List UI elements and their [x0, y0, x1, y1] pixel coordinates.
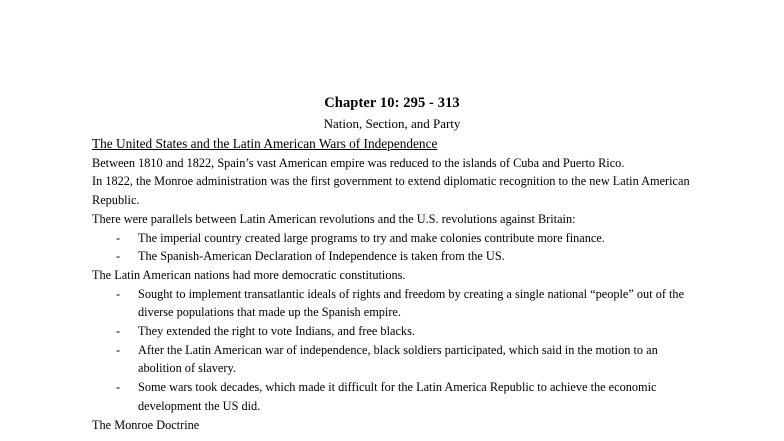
list-item-text: Some wars took decades, which made it difficult for the Latin America Republic to achieve the economic development the US did. [138, 380, 657, 413]
document-body [92, 135, 692, 434]
bullet-marker: - [116, 230, 121, 245]
list-item-text: Sought to implement transatlantic ideals of rights and freedom by creating a single national “people” out of the diverse populations that made up the Spanish empire. [138, 286, 685, 320]
list-item [92, 247, 692, 266]
bullet-marker: - [116, 342, 121, 357]
constitutions-list [92, 285, 692, 416]
chapter-title: Chapter 10: 295 - 313 [324, 95, 460, 111]
next-section-heading: The Monroe Doctrine [92, 417, 200, 432]
list-item-text: After the Latin American war of independence, black soldiers participated, which said in the motion to an abolition of slavery. [138, 342, 658, 376]
bullet-marker: - [116, 249, 121, 264]
paragraph: Between 1810 and 1822, Spain’s vast American empire was reduced to the islands of Cuba and Puerto Rico. [92, 155, 625, 170]
list-item [92, 341, 692, 378]
list-item [92, 378, 692, 415]
paragraph: The Latin American nations had more democratic constitutions. [92, 267, 406, 282]
parallels-list [92, 229, 692, 266]
bullet-marker: - [116, 380, 121, 395]
list-item-text: The Spanish-American Declaration of Independence is taken from the US. [138, 249, 505, 264]
list-item-text: The imperial country created large programs to try and make colonies contribute more finance. [138, 230, 605, 245]
paragraph: In 1822, the Monroe administration was the first government to extend diplomatic recognition to the new Latin American Republic. [92, 174, 690, 208]
section-heading: The United States and the Latin American Wars of Independence [92, 136, 438, 151]
bullet-marker: - [116, 286, 121, 301]
list-item [92, 322, 692, 341]
list-item-text: They extended the right to vote Indians, and free blacks. [138, 324, 415, 339]
list-item [92, 285, 692, 322]
list-item [92, 229, 692, 248]
paragraph: There were parallels between Latin American revolutions and the U.S. revolutions against Britain: [92, 211, 576, 226]
bullet-marker: - [116, 324, 121, 339]
chapter-subtitle: Nation, Section, and Party [323, 116, 461, 131]
